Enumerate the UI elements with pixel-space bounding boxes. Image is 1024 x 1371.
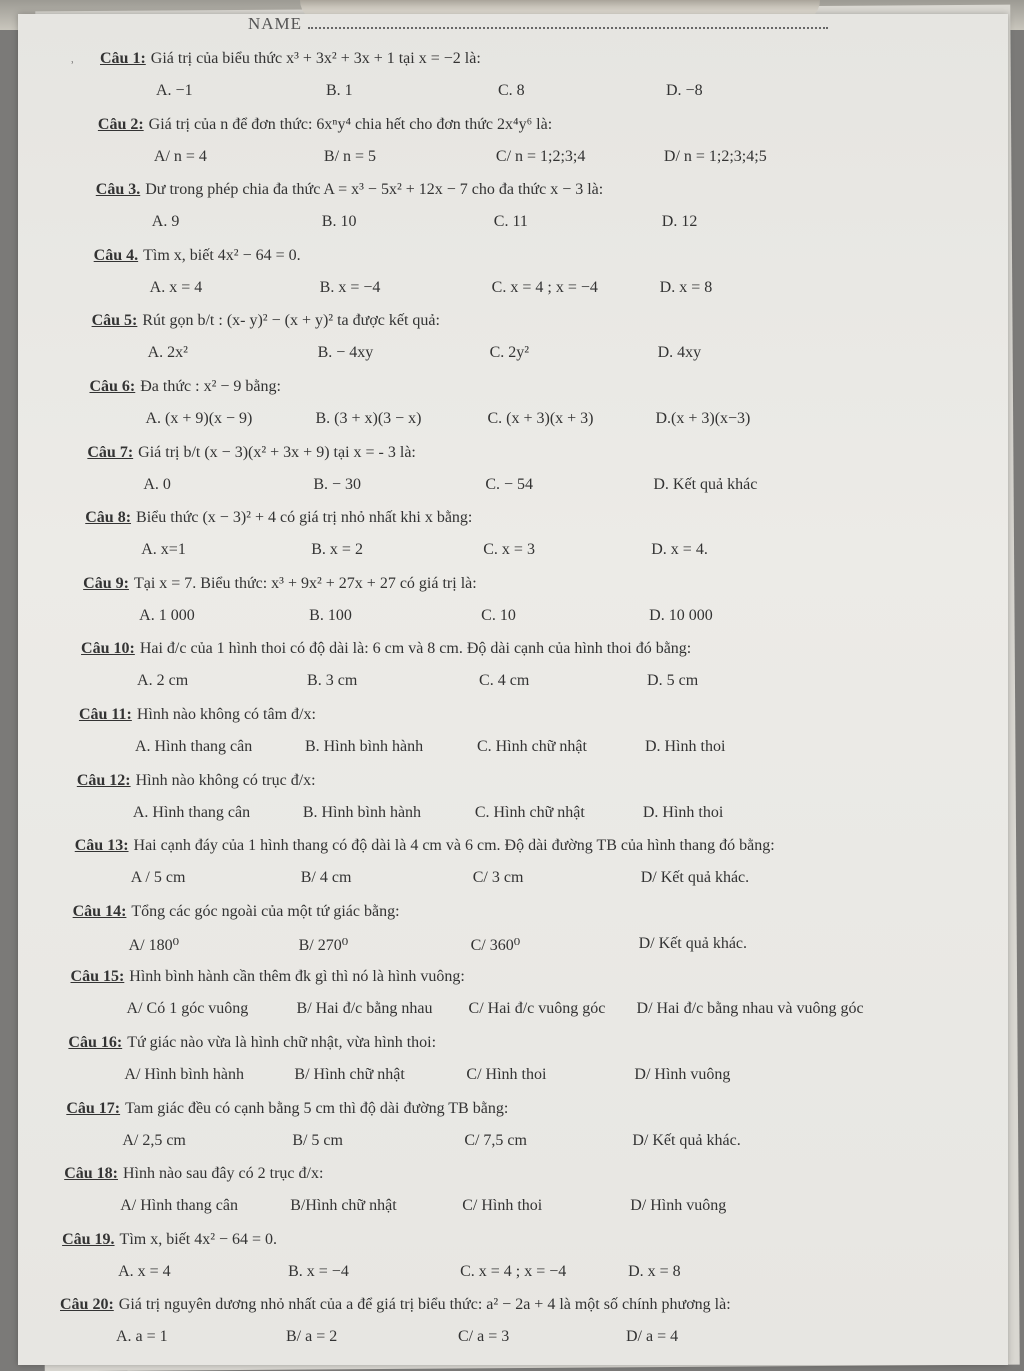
question-number: Câu 3. bbox=[95, 181, 141, 199]
question-number: Câu 14: bbox=[72, 902, 127, 920]
answer-option-b: B. − 30 bbox=[313, 475, 362, 493]
question-11 bbox=[79, 706, 1024, 724]
question-1 bbox=[100, 50, 1024, 68]
question-text: Hình nào sau đây có 2 trục đ/x: bbox=[122, 1165, 324, 1183]
question-text: Biểu thức (x − 3)² + 4 có giá trị nhỏ nhất khi x bằng: bbox=[136, 509, 473, 527]
question-16 bbox=[68, 1034, 1024, 1052]
answer-option-c: C. Hình chữ nhật bbox=[476, 738, 587, 755]
question-number: Câu 2: bbox=[97, 115, 144, 133]
question-number: Câu 1: bbox=[100, 50, 146, 67]
answer-option-a: A. 2 cm bbox=[137, 672, 189, 690]
question-number: Câu 20: bbox=[60, 1296, 114, 1314]
question-14 bbox=[73, 903, 1024, 921]
answer-option-d: D. 4xy bbox=[657, 344, 702, 362]
answer-option-d: D. Hình thoi bbox=[642, 803, 724, 821]
exam-sheet bbox=[18, 14, 1008, 1365]
question-text: Hình nào không có tâm đ/x: bbox=[136, 706, 316, 723]
question-number: Câu 15: bbox=[70, 968, 125, 986]
margin-mark: ʾ bbox=[70, 60, 75, 75]
answer-option-a: A. x = 4 bbox=[118, 1262, 171, 1280]
answer-option-a: A/ 2,5 cm bbox=[122, 1131, 186, 1149]
answer-option-c: C. x = 4 ; x = −4 bbox=[491, 278, 598, 296]
question-5 bbox=[92, 312, 1024, 330]
answer-option-d: D. Hình thoi bbox=[644, 738, 726, 755]
question-12 bbox=[77, 772, 1024, 790]
answer-option-b: B. Hình bình hành bbox=[304, 738, 424, 755]
answer-option-d: D. Kết quả khác bbox=[653, 475, 758, 493]
answer-option-a: A/ Hình thang cân bbox=[120, 1197, 238, 1215]
question-19 bbox=[62, 1231, 1022, 1249]
answer-option-c: C. 10 bbox=[481, 606, 516, 624]
answer-option-c: C. 4 cm bbox=[479, 672, 530, 690]
answer-option-a: A/ Hình bình hành bbox=[124, 1066, 244, 1083]
question-number: Câu 13: bbox=[74, 837, 129, 855]
answer-option-b: B. 100 bbox=[309, 606, 352, 624]
answer-option-b: B. (3 + x)(3 − x) bbox=[315, 410, 422, 427]
answer-option-c: C/ Hai đ/c vuông góc bbox=[468, 1000, 606, 1018]
question-number: Câu 17: bbox=[66, 1099, 121, 1117]
question-text: Giá trị của biểu thức x³ + 3x² + 3x + 1 tại x = −2 là: bbox=[150, 50, 481, 67]
answer-option-b: B/ Hình chữ nhật bbox=[294, 1066, 405, 1083]
answer-option-d: D/ Hình vuông bbox=[630, 1197, 727, 1215]
answer-option-b: B. 10 bbox=[321, 213, 357, 231]
question-text: Tìm x, biết 4x² − 64 = 0. bbox=[119, 1230, 278, 1248]
question-number: Câu 8: bbox=[85, 509, 132, 527]
answer-option-d: D/ Kết quả khác. bbox=[640, 869, 750, 887]
answer-option-d: D. x = 8 bbox=[659, 278, 713, 296]
answer-option-c: C. x = 4 ; x = −4 bbox=[460, 1262, 567, 1280]
answer-option-b: B/ a = 2 bbox=[286, 1328, 338, 1346]
question-number: Câu 5: bbox=[91, 312, 138, 330]
question-15 bbox=[71, 968, 1024, 986]
answer-option-a: A. −1 bbox=[156, 82, 193, 99]
question-text: Tam giác đều có cạnh bằng 5 cm thì độ dài đường TB bằng: bbox=[125, 1099, 509, 1117]
question-2 bbox=[98, 116, 1024, 134]
answer-option-b: B/ 5 cm bbox=[292, 1131, 343, 1149]
question-text: Hình bình hành cần thêm đk gì thì nó là hình vuông: bbox=[129, 968, 465, 986]
question-text: Hai cạnh đáy của 1 hình thang có độ dài là 4 cm và 6 cm. Độ dài đường TB của hình thang đó bằng: bbox=[133, 837, 775, 855]
answer-option-a: A. 9 bbox=[151, 213, 180, 231]
answer-option-c: C/ Hình thoi bbox=[462, 1197, 543, 1215]
answer-option-c: C. Hình chữ nhật bbox=[474, 803, 585, 821]
answer-option-a: A / 5 cm bbox=[130, 869, 186, 887]
question-8 bbox=[85, 509, 1024, 527]
answer-option-d: D. −8 bbox=[666, 82, 703, 99]
answer-option-c: C. 11 bbox=[493, 213, 528, 231]
answer-option-d: D/ a = 4 bbox=[626, 1328, 679, 1346]
question-number: Câu 6: bbox=[89, 378, 136, 395]
answer-option-c: C/ 3 cm bbox=[472, 869, 524, 887]
answer-option-d: D. x = 4. bbox=[651, 541, 708, 559]
question-text: Hình nào không có trục đ/x: bbox=[135, 771, 316, 789]
answer-option-c: C/ n = 1;2;3;4 bbox=[495, 147, 586, 165]
answer-option-b: B/ n = 5 bbox=[323, 147, 377, 165]
answer-option-c: C. (x + 3)(x + 3) bbox=[487, 410, 594, 427]
answer-option-c: C. x = 3 bbox=[483, 541, 535, 559]
answer-option-a: A/ 180⁰ bbox=[128, 936, 180, 954]
answer-option-a: A. 1 000 bbox=[139, 606, 195, 624]
answer-option-d: D.(x + 3)(x−3) bbox=[655, 410, 751, 427]
question-number: Câu 16: bbox=[68, 1034, 123, 1051]
question-text: Tổng các góc ngoài của một tứ giác bằng: bbox=[131, 902, 400, 920]
answer-option-b: B. 1 bbox=[326, 82, 353, 99]
question-4 bbox=[94, 247, 1024, 265]
question-text: Giá trị nguyên dương nhỏ nhất của a để giá trị biểu thức: a² − 2a + 4 là một số chính phương là: bbox=[118, 1296, 731, 1314]
answer-option-d: D/ Kết quả khác. bbox=[632, 1131, 741, 1149]
answer-option-c: C/ Hình thoi bbox=[466, 1066, 547, 1083]
question-10 bbox=[81, 640, 1024, 658]
question-text: Hai đ/c của 1 hình thoi có độ dài là: 6 cm và 8 cm. Độ dài cạnh của hình thoi đó bằng: bbox=[139, 640, 692, 658]
answer-option-c: C. − 54 bbox=[485, 475, 534, 493]
question-17 bbox=[66, 1100, 1024, 1118]
answer-option-c: C. 8 bbox=[498, 82, 525, 99]
question-text: Giá trị của n để đơn thức: 6xⁿy⁴ chia hết cho đơn thức 2x⁴y⁶ là: bbox=[148, 115, 553, 133]
question-number: Câu 4. bbox=[93, 246, 139, 264]
answer-option-b: B. x = −4 bbox=[319, 278, 381, 296]
answer-option-b: B/ Hai đ/c bằng nhau bbox=[296, 1000, 433, 1018]
question-20 bbox=[60, 1296, 1020, 1314]
question-text: Rút gọn b/t : (x- y)² − (x + y)² ta được kết quả: bbox=[142, 312, 440, 330]
question-text: Tứ giác nào vừa là hình chữ nhật, vừa hình thoi: bbox=[127, 1034, 437, 1051]
question-13 bbox=[75, 837, 1024, 855]
answer-option-a: A. x = 4 bbox=[149, 278, 203, 296]
question-text: Dư trong phép chia đa thức A = x³ − 5x² + 12x − 7 cho đa thức x − 3 là: bbox=[145, 181, 604, 199]
question-text: Tại x = 7. Biểu thức: x³ + 9x² + 27x + 27 có giá trị là: bbox=[133, 574, 477, 592]
answer-option-b: B/ 270⁰ bbox=[298, 936, 349, 954]
question-text: Tìm x, biết 4x² − 64 = 0. bbox=[143, 246, 301, 264]
answer-option-d: D/ Kết quả khác. bbox=[638, 934, 748, 952]
answer-option-a: A. 2x² bbox=[147, 344, 188, 362]
answer-option-b: B. Hình bình hành bbox=[302, 803, 422, 821]
answer-option-b: B/Hình chữ nhật bbox=[290, 1197, 397, 1215]
question-number: Câu 9: bbox=[83, 574, 129, 592]
answer-option-b: B. − 4xy bbox=[317, 344, 374, 362]
answer-option-c: C/ 360⁰ bbox=[470, 936, 521, 954]
question-9 bbox=[83, 575, 1024, 593]
answer-option-a: A. a = 1 bbox=[116, 1328, 168, 1346]
answer-option-c: C. 2y² bbox=[489, 344, 530, 362]
question-number: Câu 10: bbox=[81, 640, 135, 658]
question-text: Đa thức : x² − 9 bằng: bbox=[140, 378, 281, 395]
question-number: Câu 11: bbox=[78, 706, 132, 723]
question-text: Giá trị b/t (x − 3)(x² + 3x + 9) tại x = - 3 là: bbox=[138, 443, 416, 461]
answer-option-d: D. 12 bbox=[661, 213, 698, 231]
name-line bbox=[248, 14, 828, 34]
answer-option-d: D. 5 cm bbox=[647, 672, 699, 690]
question-6 bbox=[89, 378, 1024, 396]
question-7 bbox=[87, 444, 1024, 462]
name-label: NAME bbox=[248, 14, 303, 33]
answer-option-d: D/ n = 1;2;3;4;5 bbox=[663, 147, 767, 165]
name-dotted-line bbox=[308, 27, 828, 29]
answer-option-d: D. x = 8 bbox=[628, 1262, 681, 1280]
answer-option-b: B. x = 2 bbox=[311, 541, 363, 559]
question-number: Câu 19. bbox=[62, 1230, 115, 1248]
answer-option-d: D/ Hình vuông bbox=[634, 1066, 731, 1083]
answer-option-a: A. Hình thang cân bbox=[134, 738, 253, 755]
question-number: Câu 12: bbox=[76, 771, 131, 789]
answer-option-d: D/ Hai đ/c bằng nhau và vuông góc bbox=[636, 1000, 864, 1018]
answer-option-d: D. 10 000 bbox=[649, 606, 713, 624]
answer-option-a: A. 0 bbox=[143, 475, 171, 493]
answer-option-a: A/ n = 4 bbox=[153, 147, 207, 165]
question-number: Câu 7: bbox=[87, 443, 134, 461]
answer-option-c: C/ a = 3 bbox=[458, 1328, 510, 1346]
answer-option-b: B/ 4 cm bbox=[300, 869, 352, 887]
answer-option-a: A. Hình thang cân bbox=[132, 803, 251, 821]
answer-option-a: A. x=1 bbox=[141, 541, 186, 559]
answer-option-b: B. x = −4 bbox=[288, 1262, 349, 1280]
question-18 bbox=[64, 1165, 1024, 1183]
answer-option-a: A. (x + 9)(x − 9) bbox=[145, 410, 253, 427]
answer-option-a: A/ Có 1 góc vuông bbox=[126, 1000, 249, 1018]
answer-option-b: B. 3 cm bbox=[307, 672, 358, 690]
answer-option-c: C/ 7,5 cm bbox=[464, 1131, 527, 1149]
question-3 bbox=[96, 181, 1024, 199]
question-number: Câu 18: bbox=[64, 1165, 118, 1183]
